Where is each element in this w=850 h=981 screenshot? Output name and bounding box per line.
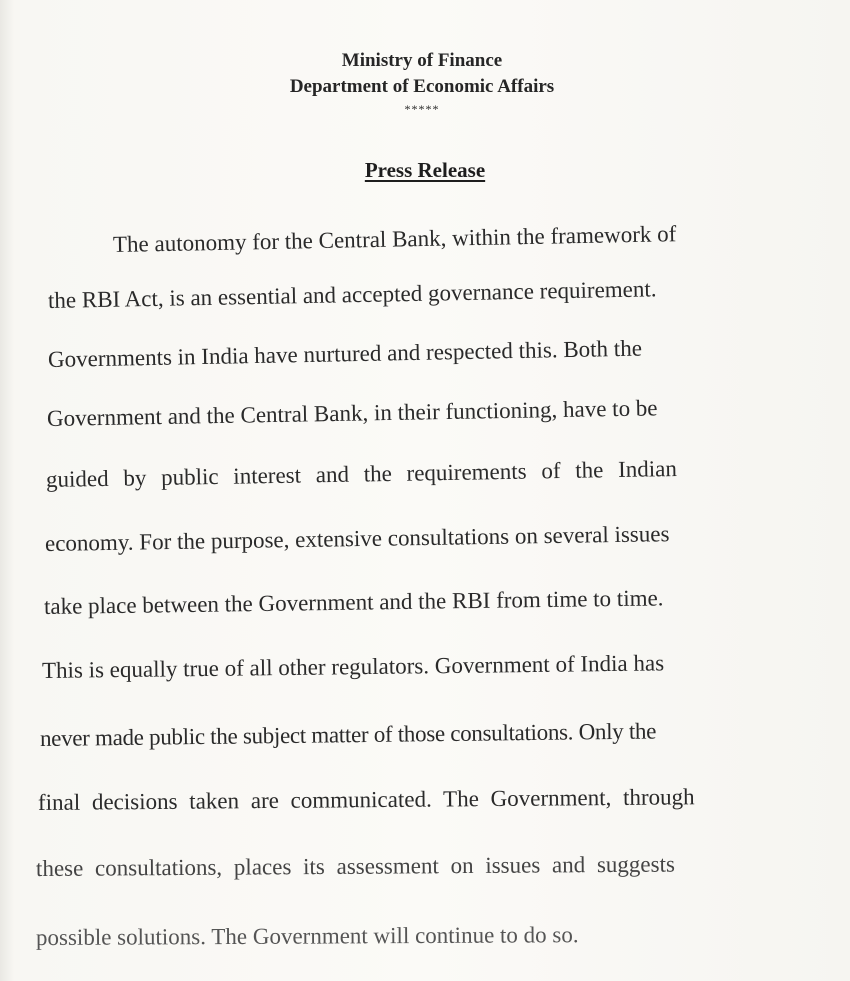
body-line: guided by public interest and the requirements of the Indian (45, 455, 678, 492)
body-line: the RBI Act, is an essential and accepted governance requirement. (47, 276, 657, 313)
body-line: The autonomy for the Central Bank, within the framework of (112, 221, 677, 257)
body-line: these consultations, places its assessment on issues and suggests (35, 851, 675, 881)
body-line: This is equally true of all other regulators. Government of India has (41, 650, 665, 683)
press-release-title: Press Release (364, 158, 486, 182)
body-line: take place between the Government and the RBI from time to time. (43, 585, 664, 619)
body-line: possible solutions. The Government will continue to do so. (35, 922, 579, 950)
department-heading: Department of Economic Affairs (289, 76, 555, 97)
separator-stars: ***** (404, 102, 440, 116)
body-line: never made public the subject matter of those consultations. Only the (39, 718, 657, 751)
body-line: economy. For the purpose, extensive consultations on several issues (44, 521, 670, 556)
ministry-heading: Ministry of Finance (341, 50, 503, 71)
body-line: Governments in India have nurtured and respected this. Both the (47, 335, 643, 372)
body-line: final decisions taken are communicated. The Government, through (37, 784, 695, 815)
body-line: Government and the Central Bank, in their functioning, have to be (46, 395, 658, 431)
